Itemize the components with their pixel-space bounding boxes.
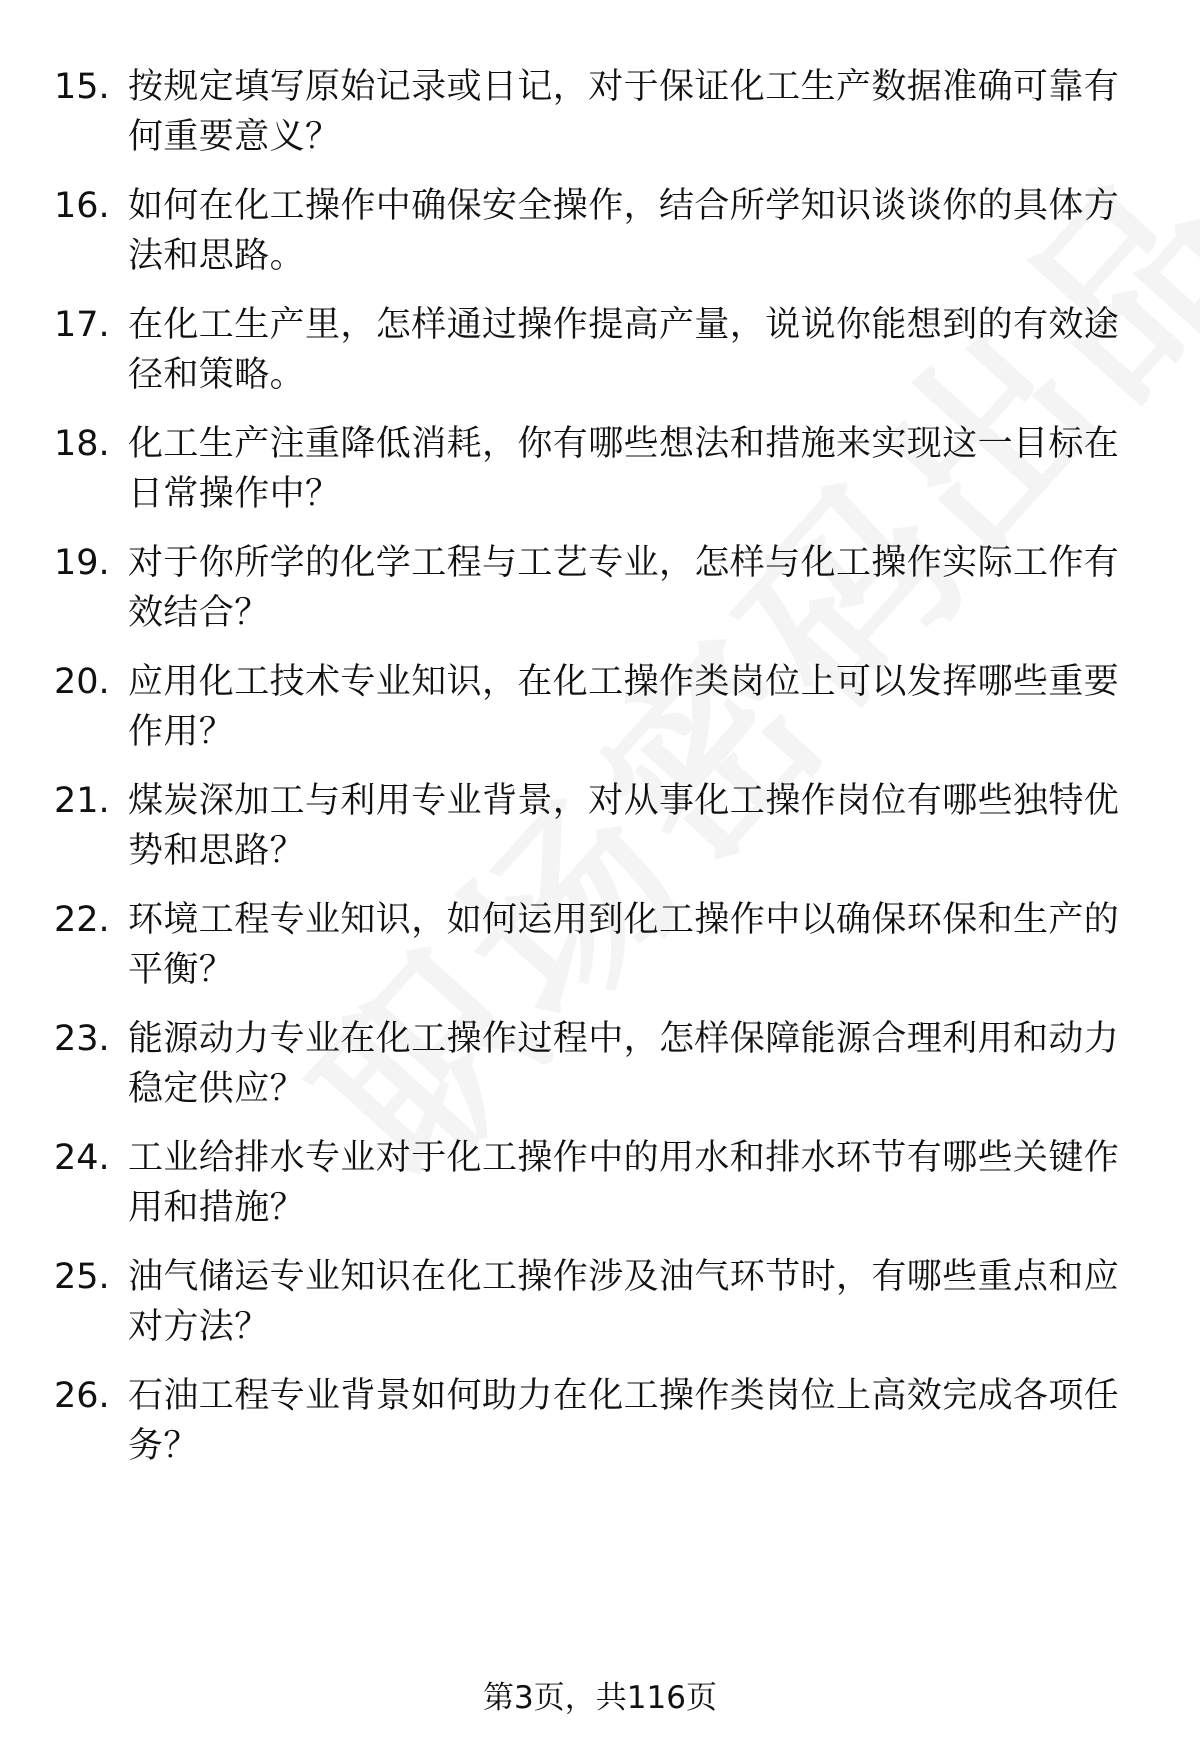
question-number: 15. — [54, 67, 110, 107]
question-text: 应用化工技术专业知识，在化工操作类岗位上可以发挥哪些重要作用？ — [128, 662, 1120, 752]
question-item — [0, 538, 1200, 648]
question-text: 对于你所学的化学工程与工艺专业，怎样与化工操作实际工作有效结合？ — [128, 543, 1120, 633]
question-item — [0, 1014, 1200, 1124]
question-text: 如何在化工操作中确保安全操作，结合所学知识谈谈你的具体方法和思路。 — [128, 186, 1120, 276]
question-item — [0, 419, 1200, 529]
question-number: 18. — [54, 424, 110, 464]
question-number: 16. — [54, 186, 110, 226]
question-item — [0, 895, 1200, 1005]
question-number: 17. — [54, 305, 110, 345]
question-number: 20. — [54, 662, 110, 702]
question-number: 23. — [54, 1019, 110, 1059]
question-text: 工业给排水专业对于化工操作中的用水和排水环节有哪些关键作用和措施？ — [128, 1138, 1120, 1228]
question-text: 按规定填写原始记录或日记，对于保证化工生产数据准确可靠有何重要意义？ — [128, 67, 1120, 157]
question-text: 在化工生产里，怎样通过操作提高产量，说说你能想到的有效途径和策略。 — [128, 305, 1120, 395]
question-number: 26. — [54, 1376, 110, 1416]
question-text: 化工生产注重降低消耗，你有哪些想法和措施来实现这一目标在日常操作中？ — [128, 424, 1120, 514]
question-item — [0, 657, 1200, 767]
question-number: 22. — [54, 900, 110, 940]
question-number: 19. — [54, 543, 110, 583]
question-item — [0, 1371, 1200, 1481]
question-number: 21. — [54, 781, 110, 821]
page-footer: 第3页，共116页 — [483, 1680, 717, 1716]
question-item — [0, 1252, 1200, 1362]
question-item — [0, 1133, 1200, 1243]
question-text: 环境工程专业知识，如何运用到化工操作中以确保环保和生产的平衡？ — [128, 900, 1120, 990]
question-text: 石油工程专业背景如何助力在化工操作类岗位上高效完成各项任务？ — [128, 1376, 1120, 1466]
question-number: 25. — [54, 1257, 110, 1297]
question-text: 能源动力专业在化工操作过程中，怎样保障能源合理利用和动力稳定供应？ — [128, 1019, 1120, 1109]
question-item — [0, 62, 1200, 172]
question-item — [0, 776, 1200, 886]
question-number: 24. — [54, 1138, 110, 1178]
question-text: 油气储运专业知识在化工操作涉及油气环节时，有哪些重点和应对方法？ — [128, 1257, 1120, 1347]
question-text: 煤炭深加工与利用专业背景，对从事化工操作岗位有哪些独特优势和思路？ — [128, 781, 1120, 871]
question-item — [0, 300, 1200, 410]
question-item — [0, 181, 1200, 291]
